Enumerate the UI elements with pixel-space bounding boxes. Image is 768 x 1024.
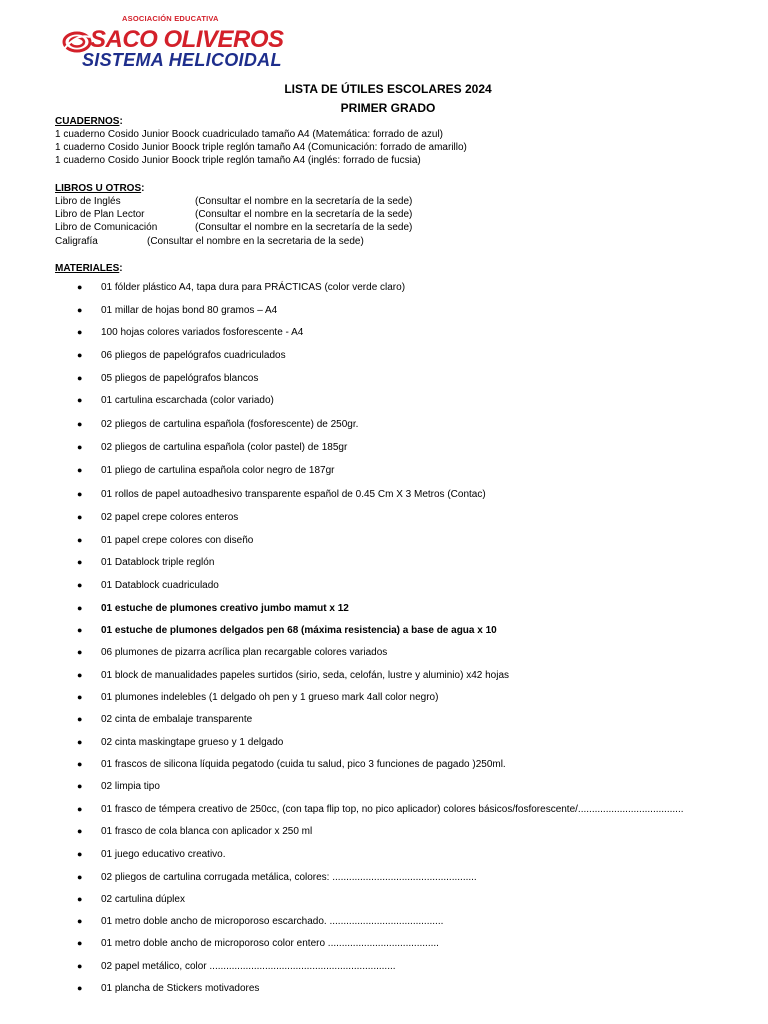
- document-title: LISTA DE ÚTILES ESCOLARES 2024: [284, 82, 492, 96]
- bullet-icon: ●: [77, 512, 83, 522]
- bullet-icon: ●: [77, 395, 83, 405]
- libros-heading: LIBROS U OTROS:: [55, 183, 145, 194]
- bullet-icon: ●: [77, 826, 83, 836]
- logo-brand-name: SACO OLIVEROS: [90, 26, 284, 53]
- material-item-text: 01 Datablock triple reglón: [101, 557, 215, 568]
- cuaderno-item: 1 cuaderno Cosido Junior Boock triple reglón tamaño A4 (Comunicación: forrado de amarillo): [55, 142, 467, 154]
- bullet-icon: ●: [77, 894, 83, 904]
- material-item-text: 02 pliegos de cartulina española (color pastel) de 185gr: [101, 442, 348, 453]
- material-item-text: 02 cinta de embalaje transparente: [101, 714, 253, 725]
- libro-note: (Consultar el nombre en la secretaría de la sede): [195, 196, 413, 207]
- material-item-text: 02 pliegos de cartulina corrugada metálica, colores: ....................................................: [101, 872, 477, 883]
- logo-system-name: SISTEMA HELICOIDAL: [82, 50, 282, 70]
- material-item-text: 01 metro doble ancho de microporoso color entero ........................................: [101, 938, 439, 949]
- bullet-icon: ●: [77, 305, 83, 315]
- bullet-icon: ●: [77, 961, 83, 971]
- libro-name: Caligrafía: [55, 235, 98, 247]
- logo-association-text: ASOCIACIÓN EDUCATIVA: [122, 14, 219, 23]
- material-item-text: 01 papel crepe colores con diseño: [101, 535, 254, 546]
- bullet-icon: ●: [77, 350, 83, 360]
- libro-row: [55, 221, 555, 234]
- material-item-text: 02 cinta maskingtape grueso y 1 delgado: [101, 737, 284, 748]
- bullet-icon: ●: [77, 442, 83, 452]
- libros-list: [55, 195, 555, 248]
- libro-note: (Consultar el nombre en la secretaría de la sede): [195, 222, 413, 234]
- material-item-text: 01 cartulina escarchada (color variado): [101, 395, 274, 406]
- material-item-text: 01 pliego de cartulina española color negro de 187gr: [101, 465, 335, 476]
- bullet-icon: ●: [77, 625, 83, 635]
- material-item-text: 01 estuche de plumones creativo jumbo mamut x 12: [101, 603, 349, 614]
- bullet-icon: ●: [77, 714, 83, 724]
- cuaderno-item: 1 cuaderno Cosido Junior Boock cuadriculado tamaño A4 (Matemática: forrado de azul): [55, 129, 443, 140]
- bullet-icon: ●: [77, 465, 83, 475]
- material-item-text: 01 block de manualidades papeles surtidos (sirio, seda, celofán, lustre y aluminio) x42 hojas: [101, 670, 510, 681]
- material-item-text: 01 plancha de Stickers motivadores: [101, 983, 260, 994]
- libro-note: (Consultar el nombre en la secretaria de la sede): [147, 235, 364, 247]
- bullet-icon: ●: [77, 781, 83, 791]
- material-item-text: 01 rollos de papel autoadhesivo transparente español de 0.45 Cm X 3 Metros (Contac): [101, 489, 486, 500]
- cuadernos-heading: CUADERNOS:: [55, 116, 123, 127]
- libro-row: [55, 195, 555, 208]
- cuaderno-item: 1 cuaderno Cosido Junior Boock triple reglón tamaño A4 (inglés: forrado de fucsia): [55, 155, 421, 167]
- bullet-icon: ●: [77, 282, 83, 292]
- bullet-icon: ●: [77, 419, 83, 429]
- bullet-icon: ●: [77, 983, 83, 993]
- bullet-icon: ●: [77, 603, 83, 613]
- bullet-icon: ●: [77, 557, 83, 567]
- libro-name: Libro de Inglés: [55, 196, 121, 207]
- material-item-text: 01 fólder plástico A4, tapa dura para PRÁCTICAS (color verde claro): [101, 282, 406, 293]
- bullet-icon: ●: [77, 692, 83, 702]
- bullet-icon: ●: [77, 535, 83, 545]
- school-logo: [62, 12, 284, 72]
- bullet-icon: ●: [77, 872, 83, 882]
- material-item-text: 05 pliegos de papelógrafos blancos: [101, 373, 259, 384]
- libro-name: Libro de Comunicación: [55, 222, 158, 234]
- material-item-text: 01 estuche de plumones delgados pen 68 (máxima resistencia) a base de agua x 10: [101, 625, 497, 636]
- material-item-text: 01 plumones indelebles (1 delgado oh pen y 1 grueso mark 4all color negro): [101, 692, 439, 703]
- bullet-icon: ●: [77, 670, 83, 680]
- cuadernos-list: [55, 128, 467, 168]
- material-item-text: 01 frasco de cola blanca con aplicador x 250 ml: [101, 826, 313, 837]
- material-item-text: 02 pliegos de cartulina española (fosforescente) de 250gr.: [101, 419, 359, 430]
- material-item-text: 01 millar de hojas bond 80 gramos – A4: [101, 305, 278, 316]
- bullet-icon: ●: [77, 804, 83, 814]
- bullet-icon: ●: [77, 759, 83, 769]
- bullet-icon: ●: [77, 737, 83, 747]
- bullet-icon: ●: [77, 489, 83, 499]
- material-item-text: 01 juego educativo creativo.: [101, 849, 226, 860]
- bullet-icon: ●: [77, 849, 83, 859]
- bullet-icon: ●: [77, 916, 83, 926]
- libro-row: [55, 235, 555, 248]
- bullet-icon: ●: [77, 373, 83, 383]
- material-item-text: 01 metro doble ancho de microporoso escarchado. .........................................: [101, 916, 444, 927]
- libro-note: (Consultar el nombre en la secretaría de la sede): [195, 209, 413, 221]
- libro-row: [55, 208, 555, 221]
- bullet-icon: ●: [77, 938, 83, 948]
- material-item-text: 01 Datablock cuadriculado: [101, 580, 219, 591]
- material-item-text: 06 plumones de pizarra acrílica plan recargable colores variados: [101, 647, 388, 658]
- material-item-text: 06 pliegos de papelógrafos cuadriculados: [101, 350, 286, 361]
- bullet-icon: ●: [77, 327, 83, 337]
- material-item-text: 02 cartulina dúplex: [101, 894, 185, 905]
- material-item-text: 100 hojas colores variados fosforescente - A4: [101, 327, 304, 338]
- material-item-text: 02 limpia tipo: [101, 781, 160, 792]
- materiales-heading: MATERIALES:: [55, 263, 123, 274]
- material-item-text: 01 frascos de silicona líquida pegatodo (cuida tu salud, pico 3 funciones de pagado )250ml.: [101, 759, 506, 770]
- material-item-text: 01 frasco de témpera creativo de 250cc, (con tapa flip top, no pico aplicador) colores básicos/fosforescente/......................................: [101, 804, 684, 815]
- bullet-icon: ●: [77, 580, 83, 590]
- material-item-text: 02 papel crepe colores enteros: [101, 512, 239, 523]
- libro-name: Libro de Plan Lector: [55, 209, 145, 221]
- material-item-text: 02 papel metálico, color ...................................................................: [101, 961, 396, 972]
- document-subtitle: PRIMER GRADO: [340, 101, 436, 115]
- bullet-icon: ●: [77, 647, 83, 657]
